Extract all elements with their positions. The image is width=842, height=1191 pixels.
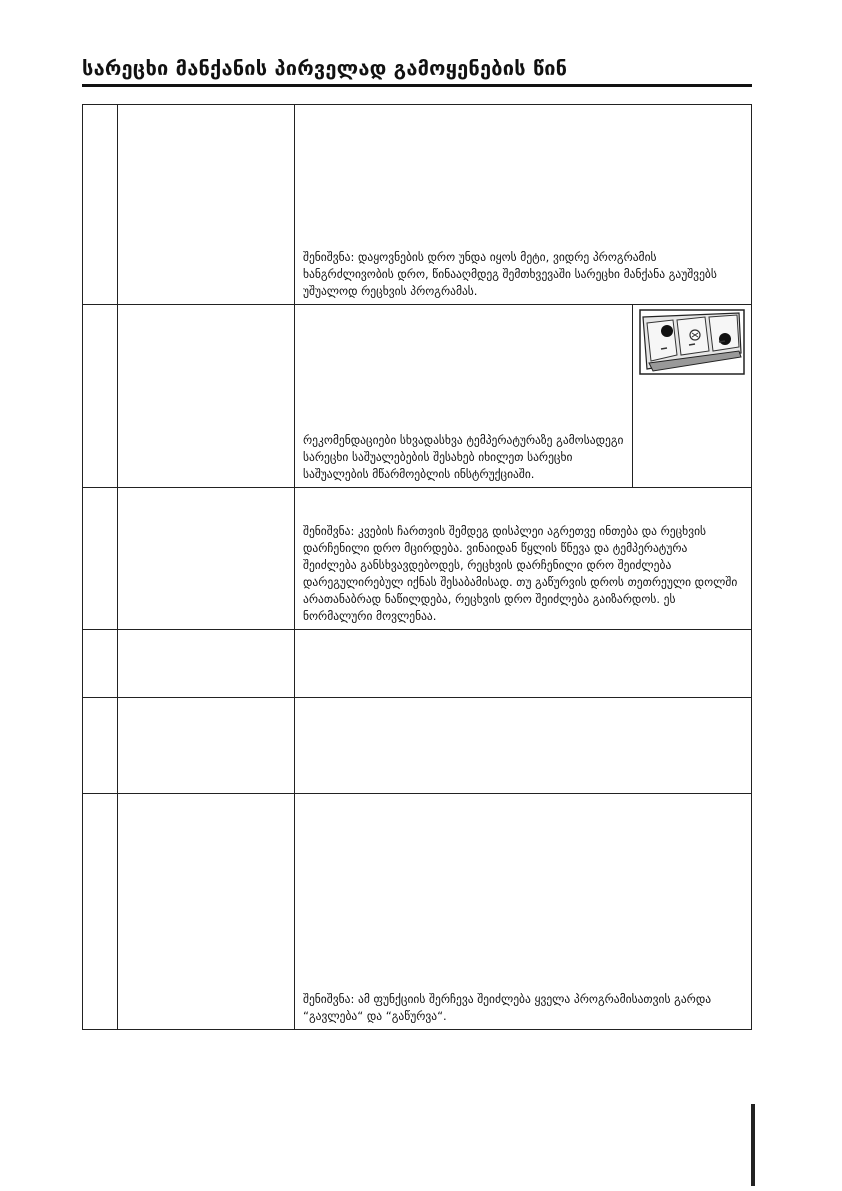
table-row <box>83 630 752 698</box>
row-description <box>295 698 752 794</box>
note-text: შენიშვნა: ამ ფუნქციის შერჩევა შეიძლება ყველა პროგრამისათვის გარდა “გავლება“ და “გაწურვა“. <box>303 992 712 1023</box>
row-description <box>295 105 752 305</box>
row-label <box>118 630 295 698</box>
row-description <box>295 630 752 698</box>
row-description <box>295 794 752 1030</box>
row-label <box>118 794 295 1030</box>
row-number <box>83 630 118 698</box>
row-description <box>295 488 752 630</box>
row-label <box>118 488 295 630</box>
instruction-table <box>82 104 752 1030</box>
page-title: სარეცხი მანქანის პირველად გამოყენების წინ <box>82 56 568 80</box>
note-text: რეკომენდაციები სხვადასხვა ტემპერატურაზე გამოსადეგი სარეცხი საშუალებების შესახებ იხილეთ სარეცხი საშუალების მწარმოებლის ინსტრუქციაში. <box>303 433 624 481</box>
row-label <box>118 698 295 794</box>
table-row <box>83 698 752 794</box>
row-number <box>83 794 118 1030</box>
detergent-drawer-image <box>632 305 751 487</box>
table-row <box>83 105 752 305</box>
row-label <box>118 305 295 488</box>
row-number <box>83 305 118 488</box>
row-description <box>295 305 752 488</box>
detergent-drawer-icon <box>639 309 745 375</box>
row-number <box>83 488 118 630</box>
row-label <box>118 105 295 305</box>
title-divider <box>82 84 752 87</box>
table-row <box>83 488 752 630</box>
row-number <box>83 105 118 305</box>
note-text: შენიშვნა: დაყოვნების დრო უნდა იყოს მეტი, ვიდრე პროგრამის ხანგრძლივობის დრო, წინააღმდეგ შემთხვევაში სარეცხი მანქანა გაუშვებს უშუალოდ რეცხვის პროგრამას. <box>303 250 717 298</box>
note-text: შენიშვნა: კვების ჩართვის შემდეგ დისპლეი აგრეთვე ინთება და რეცხვის დარჩენილი დრო მცირდება. ვინაიდან წყლის წნევა და ტემპერატურა შეიძლება განსხვავდებოდეს, რეცხვის დარჩენილი დრო შეიძლება დარეგულირებულ იქნას შესაბამისად. თუ გაწურვის დროს თეთრეული დოლში არათანაბრად ნაწილდება, რეცხვის დრო შეიძლება გაიზარდოს. ეს ნორმალური მოვლენაა. <box>303 524 738 623</box>
table-row <box>83 305 752 488</box>
table-row <box>83 794 752 1030</box>
page-edge-marker <box>751 1104 755 1186</box>
row-number <box>83 698 118 794</box>
